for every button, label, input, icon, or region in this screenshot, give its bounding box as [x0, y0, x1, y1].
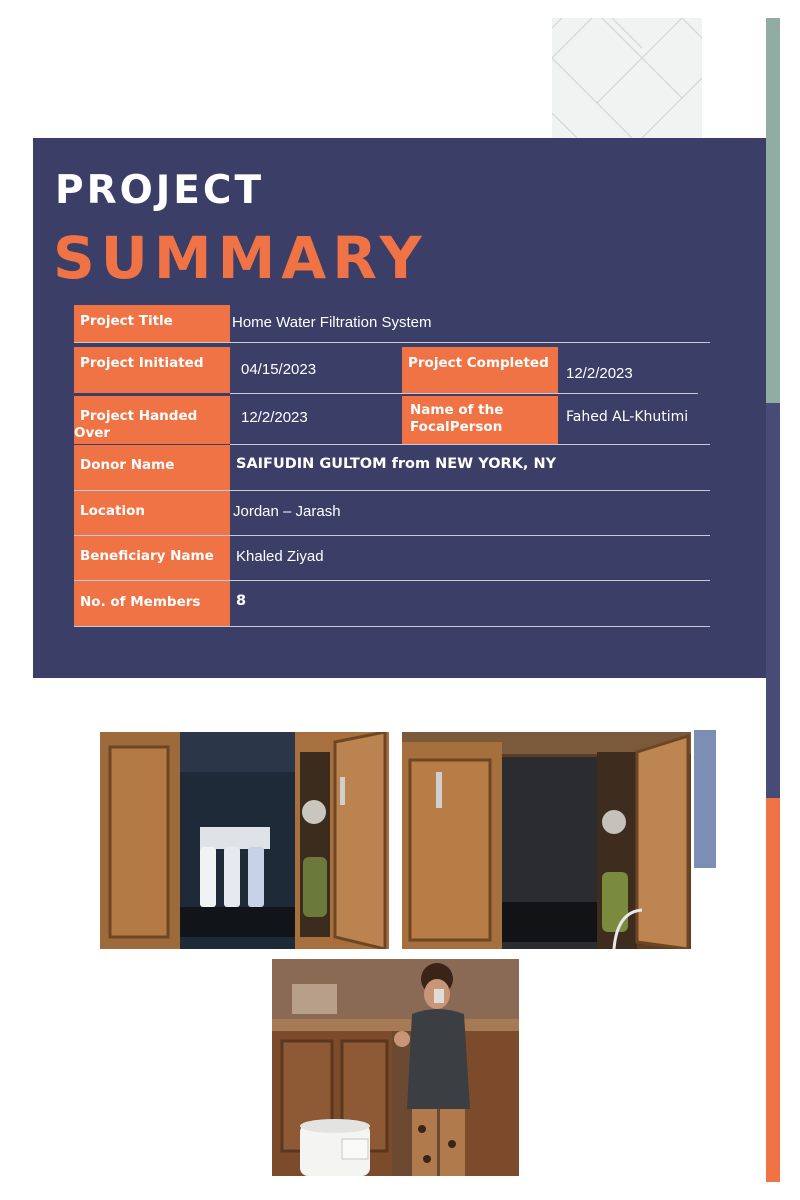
handed-over-label-line1: Project Handed [80, 408, 198, 424]
project-title-value: Home Water Filtration System [232, 314, 432, 331]
beneficiary-name-label: Beneficiary Name [74, 536, 230, 580]
title-project: PROJECT [55, 168, 265, 213]
filter-installed-cabinet-photo [100, 732, 389, 949]
donor-name-label: Donor Name [74, 445, 230, 490]
focal-label-line2: FocalPerson [410, 419, 503, 435]
project-completed-value: 12/2/2023 [566, 365, 633, 382]
project-title-label: Project Title [74, 305, 230, 343]
members-count-value: 8 [236, 593, 247, 609]
summary-panel [33, 138, 766, 678]
project-completed-label: Project Completed [402, 347, 558, 393]
row-divider [74, 342, 710, 343]
beneficiary-name-value: Khaled Ziyad [236, 548, 324, 565]
child-drinking-water-photo [272, 959, 519, 1176]
title-summary: SUMMARY [53, 224, 428, 292]
focal-label-line1: Name of the [410, 402, 504, 418]
project-initiated-value: 04/15/2023 [241, 361, 317, 378]
handed-over-label-line2: Over [74, 425, 111, 441]
focal-person-label [402, 396, 558, 444]
focal-person-value: Fahed AL-Khutimi [566, 409, 689, 425]
members-count-label: No. of Members [74, 581, 230, 626]
project-handed-over-label [74, 396, 230, 444]
side-bar-navy [766, 403, 780, 798]
empty-cabinet-photo [402, 732, 691, 949]
project-handed-over-value: 12/2/2023 [241, 409, 308, 426]
donor-name-value: SAIFUDIN GULTOM from NEW YORK, NY [236, 456, 557, 472]
side-bar-orange [766, 798, 780, 1182]
project-initiated-label: Project Initiated [74, 347, 230, 393]
geometric-pattern [552, 18, 702, 140]
side-bar-green [766, 18, 780, 403]
decorative-blue-block [694, 730, 716, 868]
location-label: Location [74, 491, 230, 535]
location-value: Jordan – Jarash [233, 503, 341, 520]
row-divider [230, 393, 698, 394]
row-divider [74, 626, 710, 627]
